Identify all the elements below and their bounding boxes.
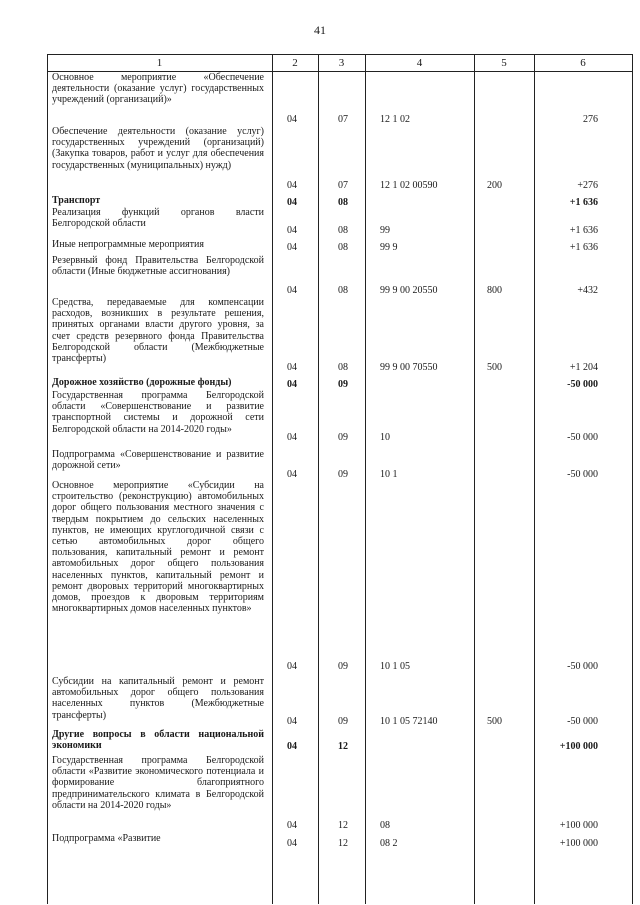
row-cell-c2: 04 (287, 469, 297, 480)
row-description: Транспорт (52, 195, 101, 206)
row-description: Основное мероприятие «Обеспечение деятельности (оказание услуг) государственных учреждений (организаций)» (52, 72, 264, 106)
column-border (632, 54, 633, 904)
row-cell-c4: 10 1 (380, 469, 398, 480)
row-cell-c6: -50 000 (567, 716, 598, 727)
row-cell-c5: 500 (487, 716, 502, 727)
row-cell-c4: 08 (380, 820, 390, 831)
row-cell-c2: 04 (287, 362, 297, 373)
row-cell-c3: 12 (338, 838, 348, 849)
row-cell-c6: -50 000 (567, 661, 598, 672)
row-cell-c6: -50 000 (567, 379, 598, 390)
column-border (272, 54, 273, 904)
row-cell-c4: 10 (380, 432, 390, 443)
column-header: 3 (338, 57, 345, 69)
column-header: 2 (292, 57, 298, 69)
column-border (318, 54, 319, 904)
row-cell-c3: 08 (338, 242, 348, 253)
row-cell-c4: 12 1 02 (380, 114, 410, 125)
row-cell-c3: 07 (338, 180, 348, 191)
row-cell-c4: 08 2 (380, 838, 398, 849)
row-description: Подпрограмма «Развитие (52, 833, 161, 844)
row-cell-c3: 07 (338, 114, 348, 125)
row-cell-c6: +100 000 (559, 741, 598, 752)
column-border (365, 54, 366, 904)
row-cell-c2: 04 (287, 432, 297, 443)
column-border (534, 54, 535, 904)
row-cell-c2: 04 (287, 180, 297, 191)
column-header: 1 (156, 57, 163, 69)
row-cell-c4: 10 1 05 72140 (380, 716, 438, 727)
row-cell-c2: 04 (287, 661, 297, 672)
row-cell-c2: 04 (287, 838, 297, 849)
row-cell-c2: 04 (287, 820, 297, 831)
column-header: 4 (416, 57, 423, 69)
row-cell-c3: 09 (338, 432, 348, 443)
row-cell-c4: 99 9 00 20550 (380, 285, 438, 296)
row-description: Подпрограмма «Совершенствование и развитие дорожной сети» (52, 449, 264, 472)
row-cell-c3: 12 (338, 741, 348, 752)
row-cell-c2: 04 (287, 197, 297, 208)
row-cell-c2: 04 (287, 114, 297, 125)
row-cell-c5: 500 (487, 362, 502, 373)
row-cell-c6: -50 000 (567, 469, 598, 480)
row-cell-c6: +100 000 (559, 820, 598, 831)
row-description: Обеспечение деятельности (оказание услуг) государственных учреждений (организаций) (Закупка товаров, работ и услуг для обеспечения государственных (муниципальных) нужд) (52, 126, 264, 171)
row-cell-c6: +432 (577, 285, 598, 296)
row-description: Дорожное хозяйство (дорожные фонды) (52, 377, 232, 388)
row-cell-c2: 04 (287, 741, 297, 752)
row-cell-c3: 12 (338, 820, 348, 831)
row-description: Основное мероприятие «Субсидии на строительство (реконструкцию) автомобильных дорог общего пользования местного значения с твердым покрытием до сельских населенных пунктов, не имеющих круглогодичной связи с сетью автомобильных дорог общего пользования, капитальный ремонт и ремонт автомобильных дорог общего пользования населенных пунктов, капитальный ремонт и ремонт дворовых территорий многоквартирных домов, проездов к дворовым территориям многоквартирных домов населенных пунктов» (52, 480, 264, 615)
row-cell-c2: 04 (287, 225, 297, 236)
row-cell-c3: 09 (338, 379, 348, 390)
row-cell-c6: +276 (577, 180, 598, 191)
row-description: Резервный фонд Правительства Белгородской области (Иные бюджетные ассигнования) (52, 255, 264, 278)
row-cell-c4: 99 9 (380, 242, 398, 253)
row-cell-c6: +100 000 (559, 838, 598, 849)
row-description: Иные непрограммные мероприятия (52, 239, 204, 250)
row-cell-c3: 08 (338, 225, 348, 236)
column-header: 6 (580, 57, 586, 69)
row-description: Другие вопросы в области национальной экономики (52, 729, 264, 752)
row-cell-c6: +1 636 (569, 225, 598, 236)
row-description: Государственная программа Белгородской области «Совершенствование и развитие транспортной системы и дорожной сети Белгородской области на 2014-2020 годы» (52, 390, 264, 435)
row-cell-c3: 08 (338, 362, 348, 373)
row-cell-c4: 99 9 00 70550 (380, 362, 438, 373)
row-cell-c6: +1 636 (569, 242, 598, 253)
column-border (474, 54, 475, 904)
row-cell-c2: 04 (287, 379, 297, 390)
row-cell-c2: 04 (287, 242, 297, 253)
row-cell-c2: 04 (287, 716, 297, 727)
column-border (47, 54, 48, 904)
row-description: Государственная программа Белгородской области «Развитие экономического потенциала и формирование благоприятного предпринимательского климата в Белгородской области на 2014-2020 годы» (52, 755, 264, 811)
row-cell-c5: 200 (487, 180, 502, 191)
row-cell-c2: 04 (287, 285, 297, 296)
row-cell-c4: 12 1 02 00590 (380, 180, 438, 191)
row-description: Субсидии на капитальный ремонт и ремонт автомобильных дорог общего пользования населенных пунктов (Межбюджетные трансферты) (52, 676, 264, 721)
column-header: 5 (501, 57, 507, 69)
row-cell-c6: +1 204 (569, 362, 598, 373)
page-number: 41 (314, 23, 326, 37)
row-cell-c3: 08 (338, 285, 348, 296)
row-cell-c3: 09 (338, 469, 348, 480)
row-cell-c4: 10 1 05 (380, 661, 410, 672)
row-cell-c3: 09 (338, 661, 348, 672)
row-cell-c6: +1 636 (569, 197, 598, 208)
row-cell-c4: 99 (380, 225, 390, 236)
row-description: Реализация функций органов власти Белгородской области (52, 207, 264, 230)
row-cell-c3: 09 (338, 716, 348, 727)
row-cell-c3: 08 (338, 197, 348, 208)
row-cell-c6: -50 000 (567, 432, 598, 443)
row-cell-c5: 800 (487, 285, 502, 296)
table-top-border (47, 54, 633, 55)
row-cell-c6: 276 (583, 114, 598, 125)
row-description: Средства, передаваемые для компенсации расходов, возникших в результате решения, принятых органами власти другого уровня, за счет средств резервного фонда Правительства Белгородской области (Межбюджетные трансферты) (52, 297, 264, 365)
